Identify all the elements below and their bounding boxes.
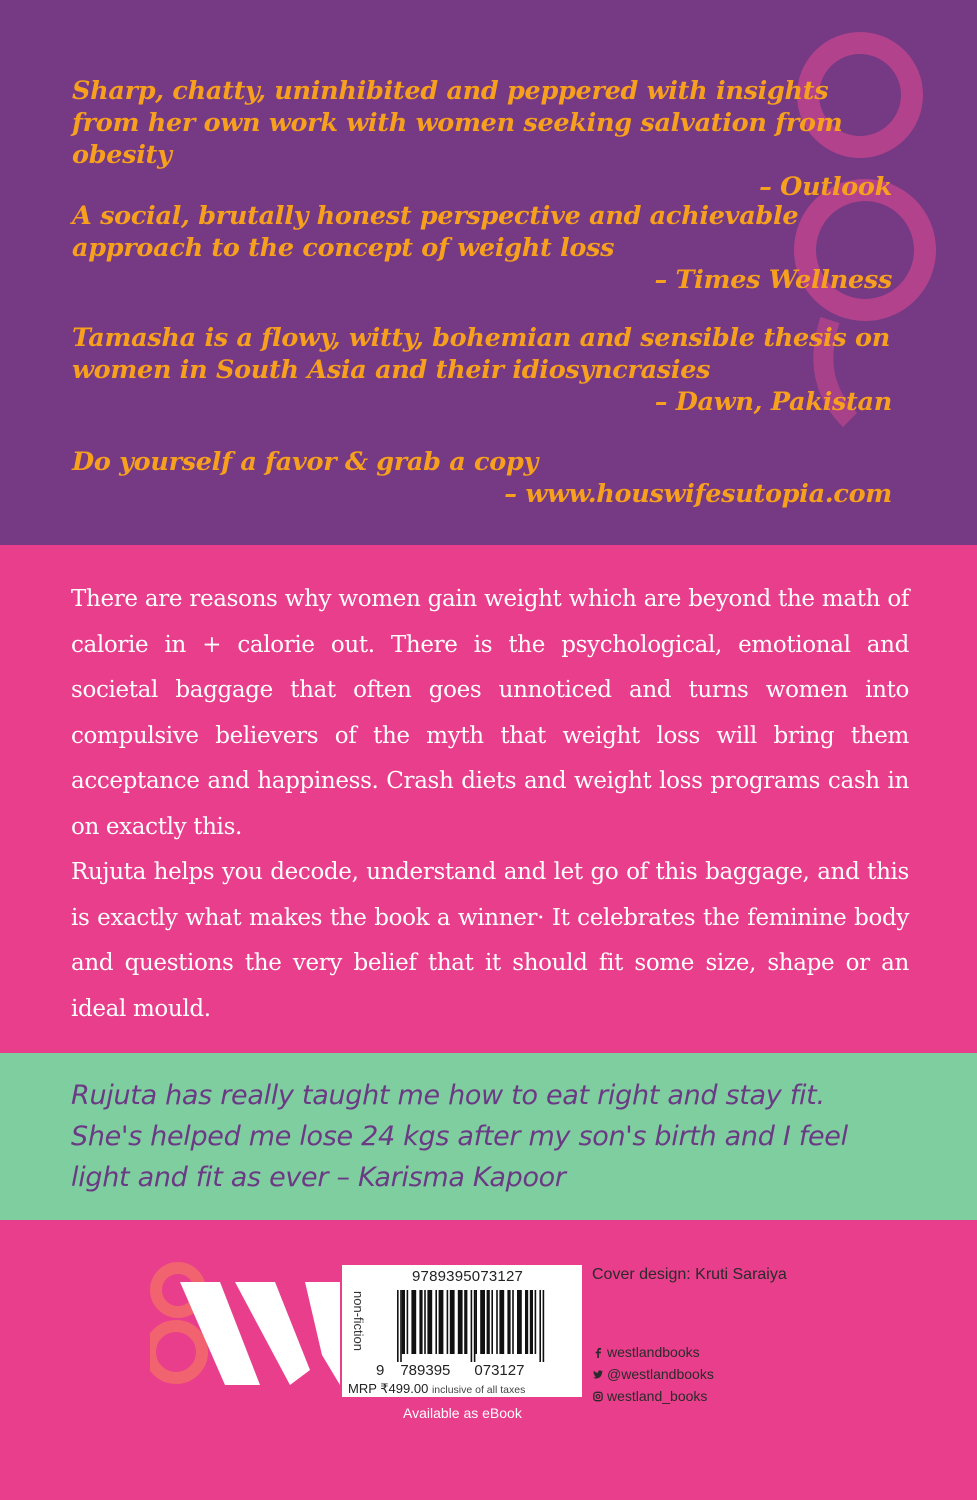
barcode-guard-bar (539, 1290, 541, 1362)
social-facebook (593, 1344, 700, 1360)
facebook-icon (593, 1347, 603, 1358)
review-housewifesutopia (72, 446, 902, 510)
review-source: – Times Wellness (654, 265, 892, 295)
review-times-wellness (72, 200, 902, 296)
instagram-icon (593, 1391, 603, 1402)
barcode-bar (439, 1290, 444, 1354)
barcode-guard-bar (474, 1290, 476, 1362)
instagram-handle: westland_books (607, 1388, 708, 1404)
barcode-bar (464, 1290, 467, 1354)
barcode-bar (507, 1290, 510, 1354)
barcode-bar (427, 1290, 432, 1354)
social-instagram (593, 1388, 707, 1404)
review-dawn (72, 322, 902, 418)
testimonial-line: Rujuta has really taught me how to eat right and stay fit. (71, 1080, 825, 1111)
back-cover-footer (0, 1220, 977, 1500)
barcode-bar (496, 1290, 498, 1354)
barcode-bar (512, 1290, 514, 1354)
price-label (348, 1381, 525, 1397)
isbn-digits (376, 1362, 576, 1379)
barcode-bar (487, 1290, 490, 1354)
barcode-bar (411, 1290, 416, 1354)
testimonial-line: She's helped me lose 24 kgs after my son's birth and I feel (71, 1121, 848, 1152)
blurb-text (71, 577, 909, 1032)
genre-label: non-fiction (351, 1291, 366, 1351)
barcode-bar (450, 1290, 455, 1354)
social-twitter (593, 1366, 714, 1382)
barcode-bar (491, 1290, 493, 1354)
blurb-paragraph: There are reasons why women gain weight which are beyond the math of calorie in + calorie out. There is the psychological, emotional and societal baggage that often goes unnoticed and turns women into compulsive believers of the myth that weight loss will bring them acceptance and happiness. Crash diets and weight loss programs cash in on exactly this. (71, 586, 909, 840)
isbn-number: 9789395073127 (412, 1268, 524, 1285)
review-quote: A social, brutally honest perspective and achievable approach to the concept of weight loss (72, 201, 799, 263)
review-outlook (72, 75, 902, 203)
review-quote: Tamasha is a flowy, witty, bohemian and sensible thesis on women in South Asia and their idiosyncrasies (72, 323, 890, 385)
review-quote: Do yourself a favor & grab a copy (72, 447, 539, 477)
review-source: – Outlook (759, 172, 892, 202)
barcode-bars (397, 1290, 577, 1362)
price-value: MRP ₹499.00 (348, 1381, 429, 1396)
twitter-icon (593, 1369, 603, 1380)
testimonial-quote (71, 1075, 941, 1198)
barcode-bar (458, 1290, 463, 1354)
barcode-bar (499, 1290, 504, 1354)
ebook-availability: Available as eBook (403, 1405, 522, 1421)
reviews-section (0, 0, 977, 545)
isbn-digit-group: 789395 (400, 1362, 451, 1379)
barcode-bar (407, 1290, 409, 1354)
barcode-bar (402, 1290, 405, 1354)
barcode-bar (480, 1290, 485, 1354)
blurb-section (0, 545, 977, 1053)
blurb-paragraph: Rujuta helps you decode, understand and let go of this baggage, and this is exactly what makes the book a winner· It celebrates the feminine body and questions the very belief that it should fit some size, shape or an ideal mould. (71, 859, 909, 1022)
barcode-guard-bar (400, 1290, 402, 1362)
cover-design-credit: Cover design: Kruti Saraiya (592, 1266, 787, 1283)
barcode-bar (517, 1290, 522, 1354)
price-note: inclusive of all taxes (431, 1384, 526, 1396)
facebook-handle: westlandbooks (607, 1344, 700, 1360)
westland-logo-icon (150, 1260, 345, 1400)
twitter-handle: @westlandbooks (607, 1366, 714, 1382)
isbn-digit-group: 9 (376, 1362, 385, 1379)
barcode-bar (424, 1290, 426, 1354)
review-quote: Sharp, chatty, uninhibited and peppered with insights from her own work with women seeking salvation from obesity (72, 76, 843, 170)
barcode-bar (435, 1290, 437, 1354)
barcode-guard-bar (471, 1290, 473, 1362)
barcode-bar (530, 1290, 533, 1354)
review-source: – Dawn, Pakistan (654, 387, 892, 417)
barcode-bar (447, 1290, 449, 1354)
review-source: – www.houswifesutopia.com (504, 479, 892, 509)
testimonial-section (0, 1053, 977, 1220)
barcode-guard-bar (543, 1290, 545, 1362)
barcode-bar (525, 1290, 528, 1354)
barcode-bar (475, 1290, 477, 1354)
barcode-guard-bar (397, 1290, 399, 1362)
isbn-digit-group: 073127 (474, 1362, 525, 1379)
testimonial-line: light and fit as ever – Karisma Kapoor (71, 1162, 566, 1193)
barcode-bar (419, 1290, 422, 1354)
barcode-bar (535, 1290, 537, 1354)
barcode (342, 1265, 582, 1397)
